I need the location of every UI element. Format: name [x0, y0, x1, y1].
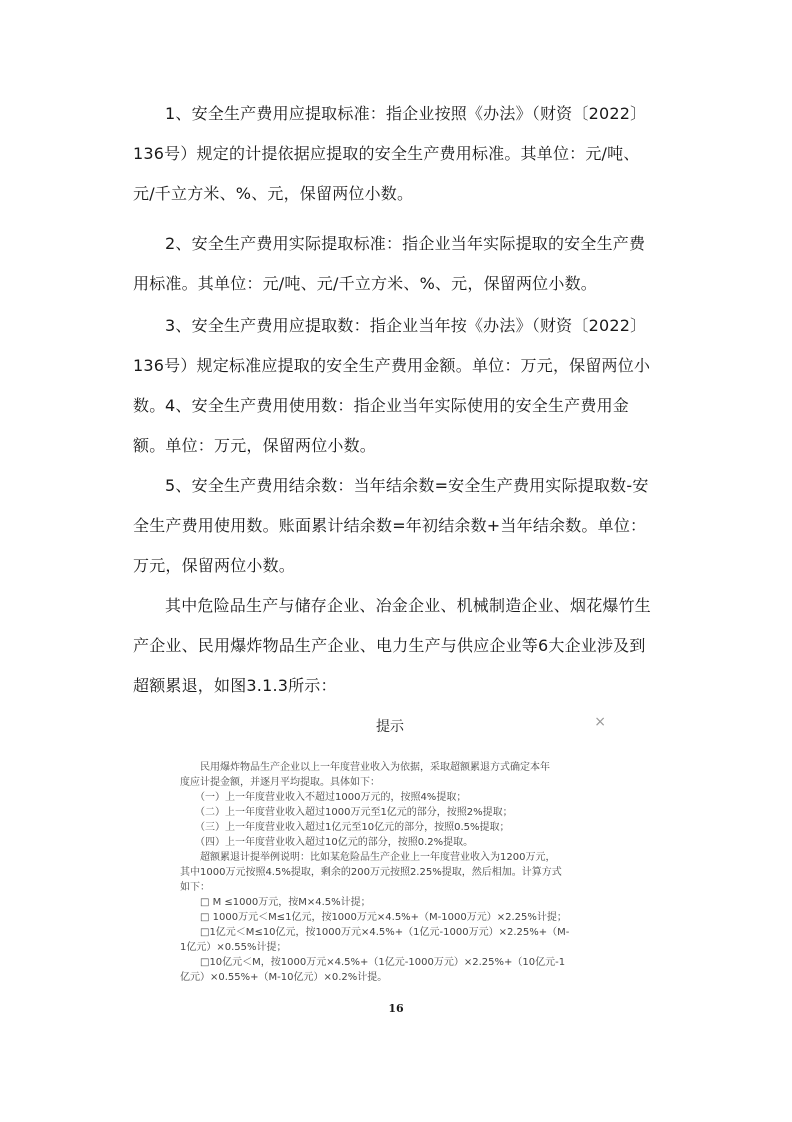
paragraph-3-text: 3、安全生产费用应提取数：指企业当年按《办法》（财资〔2022〕136号）规定标准应提取的安全生产费用金额。单位：万元，保留两位小数。	[133, 316, 651, 415]
dialog-body	[180, 760, 600, 985]
paragraph-2	[133, 224, 661, 304]
dialog-line: □ M ≤1000万元，按M×4.5%计提；	[180, 897, 371, 908]
dialog-line: 亿元）×0.55%+（M-10亿元）×0.2%计提。	[180, 972, 388, 983]
dialog-line: （一）上一年度营业收入不超过1000万元的，按照4%提取；	[180, 792, 467, 803]
paragraph-6-text: 其中危险品生产与储存企业、冶金企业、机械制造企业、烟花爆竹生产企业、民用爆炸物品生产企业、电力生产与供应企业等6大企业涉及到超额累退，如图3.1.3所示：	[133, 596, 652, 695]
paragraph-6	[133, 586, 661, 706]
dialog-line: 如下：	[180, 882, 210, 893]
paragraph-4-text: 4、安全生产费用使用数：指企业当年实际使用的安全生产费用金额。单位：万元，保留两位小数。	[133, 396, 629, 455]
page-number: 16	[388, 1002, 404, 1015]
dialog-line: 民用爆炸物品生产企业以上一年度营业收入为依据，采取超额累退方式确定本年	[180, 762, 550, 773]
dialog-line: 度应计提金额，并逐月平均提取。具体如下：	[180, 777, 380, 788]
dialog-line: 其中1000万元按照4.5%提取，剩余的200万元按照2.25%提取，然后相加。计算方式	[180, 867, 562, 878]
paragraph-1-text: 1、安全生产费用应提取标准：指企业按照《办法》（财资〔2022〕136号）规定的计提依据应提取的安全生产费用标准。其单位：元/吨、元/千立方米、%、元，保留两位小数。	[133, 104, 647, 203]
dialog-line: □10亿元＜M，按1000万元×4.5%+（1亿元-1000万元）×2.25%+（10亿元-1	[180, 957, 566, 968]
close-icon[interactable]: ×	[594, 714, 606, 730]
paragraph-2-text: 2、安全生产费用实际提取标准：指企业当年实际提取的安全生产费用标准。其单位：元/吨、元/千立方米、%、元，保留两位小数。	[133, 234, 646, 293]
dialog-line: □ 1000万元＜M≤1亿元，按1000万元×4.5%+（M-1000万元）×2.25%计提；	[180, 912, 567, 923]
dialog-line: □1亿元＜M≤10亿元，按1000万元×4.5%+（1亿元-1000万元）×2.25%+（M-	[180, 927, 570, 938]
paragraph-4	[133, 386, 661, 466]
paragraph-5	[133, 466, 661, 586]
paragraph-1	[133, 94, 661, 214]
dialog-title: 提示	[376, 719, 404, 735]
dialog-line: 超额累退计提举例说明：比如某危险品生产企业上一年度营业收入为1200万元，	[180, 852, 556, 863]
dialog-line: （四）上一年度营业收入超过10亿元的部分，按照0.2%提取。	[180, 837, 474, 848]
dialog-line: （三）上一年度营业收入超过1亿元至10亿元的部分，按照0.5%提取；	[180, 822, 510, 833]
dialog-line: （二）上一年度营业收入超过1000万元至1亿元的部分，按照2%提取；	[180, 807, 513, 818]
dialog-line: 1亿元）×0.55%计提；	[180, 942, 287, 953]
paragraph-5-text: 5、安全生产费用结余数：当年结余数=安全生产费用实际提取数-安全生产费用使用数。账面累计结余数=年初结余数+当年结余数。单位：万元，保留两位小数。	[133, 476, 649, 575]
prompt-dialog-screenshot	[170, 702, 620, 992]
